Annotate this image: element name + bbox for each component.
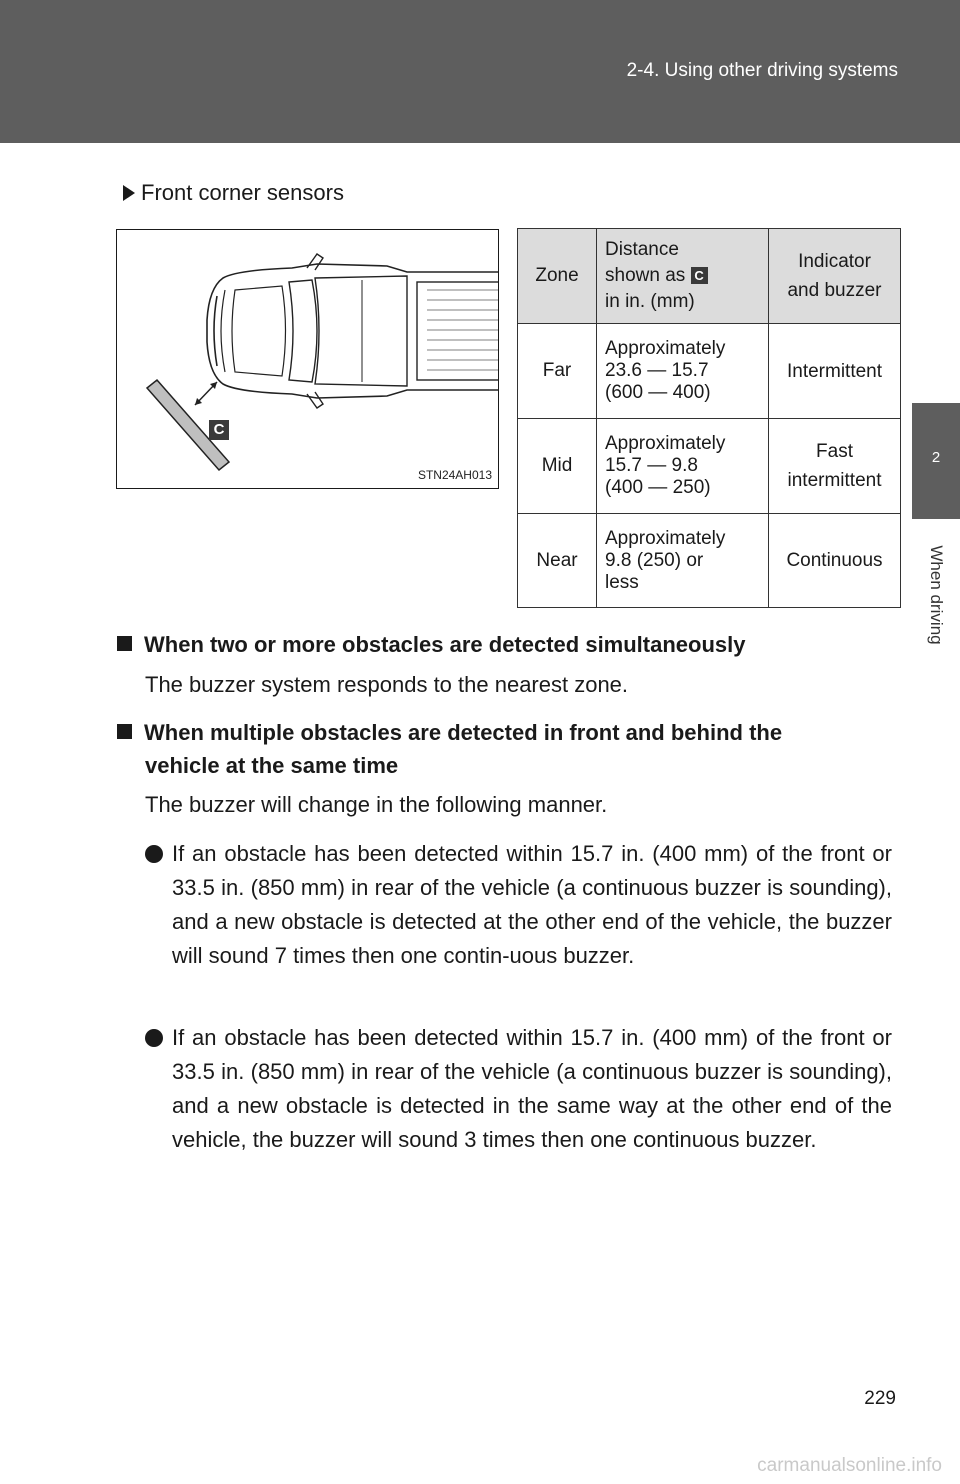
distance-cell: Approximately 15.7 — 9.8 (400 — 250) [597, 419, 769, 514]
square-bullet-icon [117, 724, 132, 739]
header-distance: Distance shown as C in in. (mm) [597, 229, 769, 324]
table-header-row [518, 229, 901, 324]
page-header [0, 0, 960, 143]
zone-distance-table [517, 228, 901, 608]
table-row [518, 324, 901, 419]
note-heading-simultaneous: When two or more obstacles are detected simultaneously [117, 628, 892, 661]
zone-cell: Mid [518, 419, 597, 514]
chapter-tab [912, 403, 960, 519]
truck-outline [207, 264, 499, 398]
table-row [518, 514, 901, 608]
section-heading [123, 180, 344, 206]
front-corner-sensor-illustration [116, 229, 499, 489]
figure-code: STN24AH013 [417, 468, 492, 482]
note-text-front-rear: The buzzer will change in the following manner. [145, 792, 608, 817]
distance-cell: Approximately 23.6 — 15.7 (600 — 400) [597, 324, 769, 419]
chapter-tab-number: 2 [931, 449, 941, 466]
vehicle-top-view-drawing [117, 230, 499, 489]
zone-cell: Far [518, 324, 597, 419]
chapter-tab-label: When driving [927, 545, 946, 645]
indicator-cell: Intermittent [769, 324, 901, 419]
zone-cell: Near [518, 514, 597, 608]
header-zone: Zone [518, 229, 597, 324]
watermark: carmanualsonline.info [757, 1455, 942, 1476]
distance-cell: Approximately 9.8 (250) or less [597, 514, 769, 608]
indicator-cell: Fast intermittent [769, 419, 901, 514]
callout-c-badge: C [209, 420, 229, 440]
list-item-text: If an obstacle has been detected within 15.7 in. (400 mm) of the front or 33.5 in. (850 mm) in rear of the vehicle (a continuous buzzer is sounding), and a new obstacle is detected at the other end of the vehicle, the buzzer will sound 7 times then one contin-uous buzzer. [172, 841, 892, 968]
square-bullet-icon [117, 636, 132, 651]
page-number: 229 [864, 1388, 896, 1409]
indicator-cell: Continuous [769, 514, 901, 608]
chapter-tab-label-wrap [918, 530, 954, 660]
header-section-title: 2-4. Using other driving systems [626, 60, 898, 81]
list-item [145, 1021, 892, 1157]
list-item [145, 837, 892, 973]
callout-c-badge: C [691, 267, 708, 284]
table-row [518, 419, 901, 514]
round-bullet-icon [145, 845, 163, 863]
list-item-text: If an obstacle has been detected within 15.7 in. (400 mm) of the front or 33.5 in. (850 mm) in rear of the vehicle (a continuous buzzer is sounding), and a new obstacle is detected in the same way at the other end of the vehicle, the buzzer will sound 3 times then one continuous buzzer. [172, 1025, 892, 1152]
header-indicator: Indicator and buzzer [769, 229, 901, 324]
note-text-simultaneous: The buzzer system responds to the nearest zone. [145, 672, 629, 697]
note-heading-front-rear: When multiple obstacles are detected in front and behind the vehicle at the same time [117, 716, 892, 782]
triangle-bullet-icon [123, 185, 135, 201]
section-heading-text: Front corner sensors [141, 180, 344, 205]
round-bullet-icon [145, 1029, 163, 1047]
